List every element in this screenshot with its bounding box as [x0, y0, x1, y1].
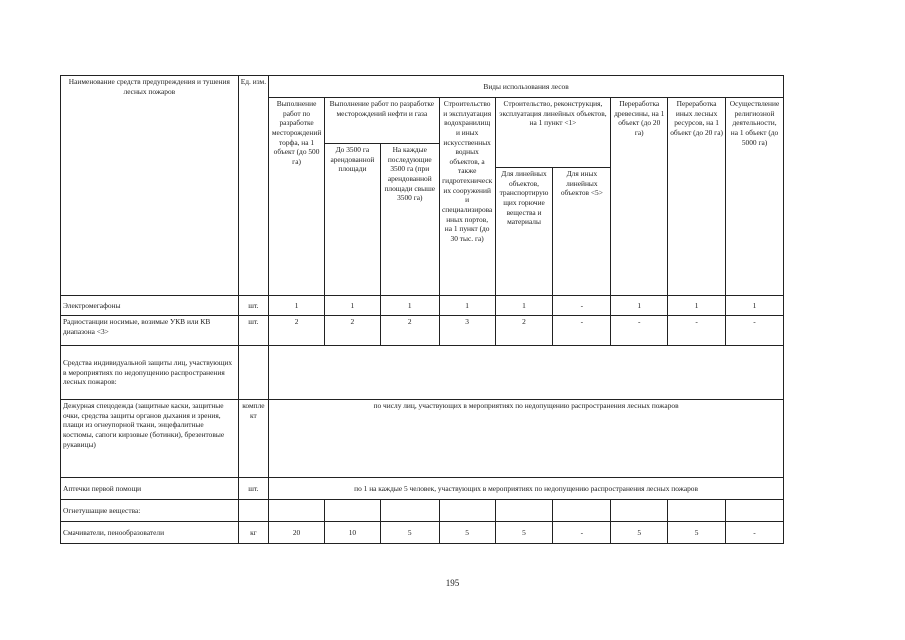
cell-value: 1 [495, 296, 553, 316]
table-row [61, 346, 784, 400]
header-other-resources: Переработка иных лесных ресурсов, на 1 объект (до 20 га) [668, 98, 726, 296]
table-row [61, 296, 784, 316]
row-unit [238, 500, 268, 522]
cell-value: 2 [495, 316, 553, 346]
cell-value: 1 [668, 296, 726, 316]
cell-value [380, 500, 439, 522]
cell-value: 1 [611, 296, 668, 316]
header-oilgas-up-to-3500: До 3500 га арендованной площади [324, 144, 380, 296]
cell-value: - [553, 296, 611, 316]
cell-value [495, 500, 553, 522]
cell-value: 10 [324, 522, 380, 544]
header-water: Строительство и эксплуатация водохранилищ и иных искусственных водных объектов, а также гидротехнических сооружений и специализированных портов, на 1 пункт (до 30 тыс. га) [439, 98, 495, 296]
cell-value: 1 [269, 296, 325, 316]
table-row [61, 522, 784, 544]
cell-value: - [668, 316, 726, 346]
cell-value: - [611, 316, 668, 346]
table-row [61, 316, 784, 346]
row-unit: кг [238, 522, 268, 544]
row-name: Огнетушащие вещества: [61, 500, 239, 522]
row-name: Смачиватели, пенообразователи [61, 522, 239, 544]
cell-value: 2 [324, 316, 380, 346]
cell-value: - [553, 316, 611, 346]
cell-value: 1 [726, 296, 784, 316]
cell-value [668, 500, 726, 522]
row-name: Дежурная спецодежда (защитные каски, защитные очки, средства защиты органов дыхания и зрения, плащи из огнеупорной ткани, энцефалитные костюмы, сапоги кирзовые (ботинки), брезентовые рукавицы) [61, 400, 239, 478]
cell-value [439, 500, 495, 522]
row-unit: шт. [238, 478, 268, 500]
fire-equipment-table [60, 75, 784, 544]
cell-value [553, 500, 611, 522]
row-unit [238, 346, 268, 400]
header-religious: Осуществление религиозной деятельности, на 1 объект (до 5000 га) [726, 98, 784, 296]
header-peat: Выполнение работ по разработке месторождений торфа, на 1 объект (до 500 га) [269, 98, 325, 296]
cell-value [269, 500, 325, 522]
cell-value: 2 [269, 316, 325, 346]
cell-value: - [553, 522, 611, 544]
header-wood: Переработка древесины, на 1 объект (до 20 га) [611, 98, 668, 296]
row-name: Средства индивидуальной защиты лиц, участвующих в мероприятиях по недопущению распространения лесных пожаров: [61, 346, 239, 400]
row-merged-empty [269, 346, 784, 400]
cell-value: 20 [269, 522, 325, 544]
cell-value: - [726, 316, 784, 346]
cell-value: 5 [611, 522, 668, 544]
header-uses-title: Виды использования лесов [269, 76, 784, 98]
row-name: Электромегафоны [61, 296, 239, 316]
table-row [61, 478, 784, 500]
header-oilgas-each-next-3500: На каждые последующие 3500 га (при арендованной площади свыше 3500 га) [380, 144, 439, 296]
header-oilgas: Выполнение работ по разработке месторождений нефти и газа [324, 98, 439, 144]
cell-value: 1 [439, 296, 495, 316]
header-linear-flammable: Для линейных объектов, транспортирующих горючие вещества и материалы [495, 168, 553, 296]
table-row [61, 500, 784, 522]
cell-value: 5 [380, 522, 439, 544]
row-name: Радиостанции носимые, возимые УКВ или КВ диапазона <3> [61, 316, 239, 346]
table-row [61, 400, 784, 478]
row-unit: комплект [238, 400, 268, 478]
header-name-column: Наименование средств предупреждения и тушения лесных пожаров [61, 76, 239, 296]
cell-value [726, 500, 784, 522]
cell-value: 3 [439, 316, 495, 346]
row-note: по 1 на каждые 5 человек, участвующих в мероприятиях по недопущению распространения лесных пожаров [269, 478, 784, 500]
cell-value: 1 [324, 296, 380, 316]
header-linear: Строительство, реконструкция, эксплуатация линейных объектов, на 1 пункт <1> [495, 98, 611, 168]
cell-value: 5 [495, 522, 553, 544]
row-note: по числу лиц, участвующих в мероприятиях по недопущению распространения лесных пожаров [269, 400, 784, 478]
cell-value: - [726, 522, 784, 544]
cell-value: 1 [380, 296, 439, 316]
row-unit: шт. [238, 316, 268, 346]
cell-value [324, 500, 380, 522]
header-unit-column: Ед. изм. [238, 76, 268, 296]
cell-value: 5 [439, 522, 495, 544]
page-number: 195 [445, 578, 460, 588]
cell-value: 5 [668, 522, 726, 544]
row-name: Аптечки первой помощи [61, 478, 239, 500]
cell-value [611, 500, 668, 522]
cell-value: 2 [380, 316, 439, 346]
row-unit: шт. [238, 296, 268, 316]
header-linear-other: Для иных линейных объектов <5> [553, 168, 611, 296]
